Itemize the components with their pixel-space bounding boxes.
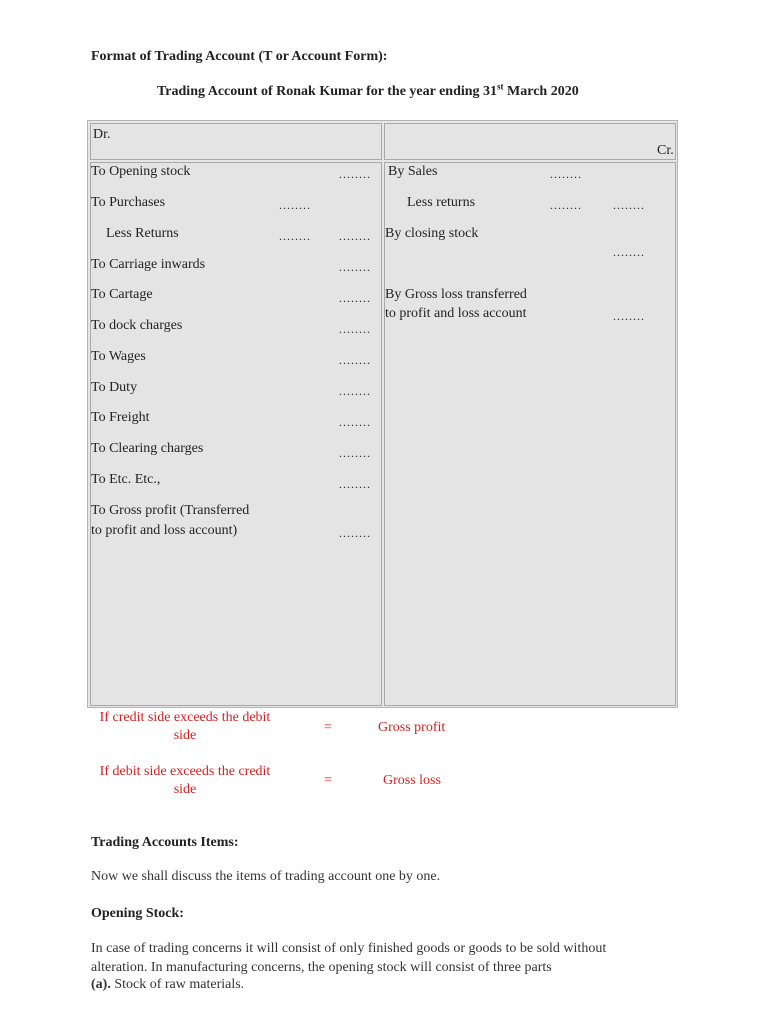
rule-credit-exceeds [90, 710, 280, 744]
debit-item: To Carriage inwards [91, 257, 206, 272]
rule-result: Gross loss [383, 773, 441, 788]
rule-debit-exceeds [90, 764, 280, 798]
debit-column [90, 162, 382, 706]
cr-label: Cr. [657, 143, 674, 158]
credit-item: Less returns [407, 195, 476, 210]
list-label: (a). [91, 977, 111, 992]
amount-dots: ........ [279, 229, 311, 243]
amount-dots: ........ [339, 260, 371, 274]
title-text: Trading Account of Ronak Kumar for the year ending 31 [157, 84, 498, 99]
account-title [157, 81, 579, 100]
title-date: March 2020 [503, 84, 579, 99]
opening-list-item [91, 977, 244, 993]
credit-item: By Gross loss transferred [385, 287, 527, 302]
debit-item: To Etc. Etc., [91, 472, 161, 487]
trading-account-table [87, 120, 678, 708]
debit-item: To Cartage [91, 287, 153, 302]
rule-condition: If credit side exceeds the debit [99, 710, 271, 725]
rule-condition: side [173, 728, 197, 743]
amount-dots: ........ [339, 415, 371, 429]
credit-column [384, 162, 676, 706]
rule-condition: side [173, 782, 197, 797]
amount-dots: ........ [550, 198, 582, 212]
amount-dots: ........ [339, 477, 371, 491]
amount-dots: ........ [339, 353, 371, 367]
amount-dots: ........ [339, 384, 371, 398]
amount-dots: ........ [550, 167, 582, 181]
list-text: Stock of raw materials. [110, 977, 245, 992]
opening-paragraph-line: alteration. In manufacturing concerns, the opening stock will consist of three parts [91, 960, 552, 975]
items-intro: Now we shall discuss the items of trading account one by one. [91, 869, 441, 884]
amount-dots: ........ [339, 167, 371, 181]
debit-item: To Opening stock [91, 164, 191, 179]
debit-item: To Freight [91, 410, 150, 425]
items-heading: Trading Accounts Items: [91, 835, 239, 850]
debit-item: To Purchases [91, 195, 166, 210]
title-sup: st [497, 81, 504, 92]
rule-equals: = [324, 773, 332, 788]
debit-header-cell [90, 123, 382, 160]
debit-item: To Wages [91, 349, 146, 364]
section-heading: Format of Trading Account (T or Account Form): [91, 49, 388, 64]
debit-item: Less Returns [106, 226, 179, 241]
amount-dots: ........ [613, 245, 645, 259]
amount-dots: ........ [339, 526, 371, 540]
credit-item: By closing stock [385, 226, 479, 241]
rule-equals: = [324, 720, 332, 735]
debit-item: to profit and loss account) [91, 523, 238, 538]
credit-header-cell [384, 123, 676, 160]
amount-dots: ........ [613, 198, 645, 212]
amount-dots: ........ [339, 322, 371, 336]
amount-dots: ........ [279, 198, 311, 212]
amount-dots: ........ [339, 446, 371, 460]
debit-item: To dock charges [91, 318, 183, 333]
credit-item: By Sales [388, 164, 438, 179]
opening-stock-heading: Opening Stock: [91, 906, 184, 921]
debit-item: To Clearing charges [91, 441, 204, 456]
amount-dots: ........ [339, 229, 371, 243]
amount-dots: ........ [613, 309, 645, 323]
rule-condition: If debit side exceeds the credit [99, 764, 271, 779]
amount-dots: ........ [339, 291, 371, 305]
credit-item: to profit and loss account [385, 306, 527, 321]
dr-label: Dr. [93, 127, 111, 142]
debit-item: To Duty [91, 380, 138, 395]
opening-paragraph-line: In case of trading concerns it will consist of only finished goods or goods to be sold without [91, 941, 607, 956]
debit-item: To Gross profit (Transferred [91, 503, 250, 518]
rule-result: Gross profit [378, 720, 446, 735]
